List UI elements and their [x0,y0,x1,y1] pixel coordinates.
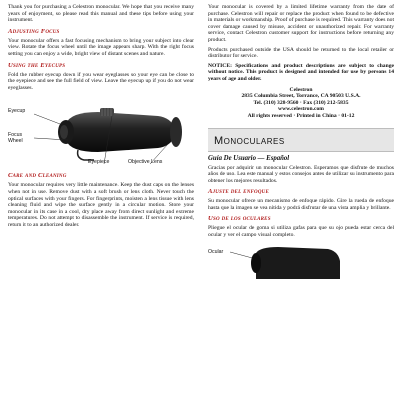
banner-title: Monoculares [214,134,285,147]
monocular-illustration [8,94,194,166]
spanish-eyecups-text: Pliegue el ocular de goma si utiliza gafas para que su ojo pueda estar cerca del ocular y ver el campo visual completo. [208,225,394,239]
company-web: www.celestron.com [278,106,324,113]
label-objective: Objective Lens [128,159,163,166]
monocular-figure [8,94,194,166]
left-column [8,0,194,232]
care-text: Your monocular requires very little maintenance. Keep the dust caps on the lenses when not in use. Remove dust with a soft brush or lens cloth. Never touch the optical surfaces with your fingers. For fingerprints, moisten a lens tissue with lens cleaning fluid and wipe the surface gently in a circular motion. Store your monocular in its case in a cool, dry place away from direct sunlight and extreme temperatures. Do not attempt to disassemble the instrument. If service is required, return it to an authorized dealer. [8,182,194,228]
notice-text: NOTICE: Specifications and product descriptions are subject to change without notice. This product is designed and intended for use by persons 14 years of age and older. [208,62,394,82]
spanish-focus-heading: Ajuste del enfoque [208,188,270,196]
adjusting-focus-text: Your monocular offers a fast focusing mechanism to bring your subject into clear view. Rotate the focus wheel until the image appears sharp. With the right focus setting you can enjoy a wide, bright view of distant scenes and nature. [8,37,194,57]
eyecups-text: Fold the rubber eyecup down if you wear eyeglasses so your eye can be close to the eyepiece and see the full field of view. Leave the eyecup up if you do not wear eyeglasses. [8,71,194,91]
monoculares-banner [208,128,394,152]
label-focus-wheel: Focus Wheel [8,132,23,145]
care-heading: Care and Cleaning [8,172,67,180]
address-block [208,87,394,120]
small-figure-label: Ocular [208,248,224,255]
spanish-intro: Gracias por adquirir un monocular Celestron. Esperamos que disfrute de muchos años de uso. Lea este manual y estos consejos antes de utilizar su instrumento para obtener los mejores resultados. [208,164,394,184]
small-figure [208,243,394,279]
company-phone: Tel. (310) 328-9560 · Fax (310) 212-5835 [253,99,349,106]
label-eyepiece: Eyepiece [88,159,110,166]
warranty-text: Your monocular is covered by a limited lifetime warranty from the date of purchase. Celestron will repair or replace the product when found to be defective in materials or workmanship. Proof of purchase is required. This warranty does not cover damage caused by misuse, accident or unauthorized repair. For warranty service, contact Celestron customer support for instructions before returning any product. [208,4,395,43]
adjusting-focus-heading: Adjusting Focus [8,27,60,35]
guide-title: Guía De Usuario — Español [208,154,290,162]
rights-line: All rights reserved · Printed in China · 01-12 [247,112,355,119]
retailer-note: Products purchased outside the USA should be returned to the local retailer or distributor for service. [208,46,394,60]
label-eyecup: Eyecup [8,108,26,115]
spanish-focus-text: Su monocular ofrece un mecanismo de enfoque rápido. Gire la rueda de enfoque hasta que la imagen se vea nítida y podrá disfrutar de una vista amplia y brillante. [208,198,394,211]
right-column [208,0,394,279]
eyecups-heading: Using the Eyecups [8,61,66,69]
small-monocular-illustration [208,243,394,279]
company-street: 2835 Columbia Street, Torrance, CA 90503 U.S.A. [241,93,361,100]
spanish-eyecups-heading: Uso de los oculares [208,215,271,223]
intro-text: Thank you for purchasing a Celestron monocular. We hope that you receive many years of enjoyment, so please read this manual and these tips before using your instrument. [8,4,194,24]
company-name: Celestron [289,86,313,93]
